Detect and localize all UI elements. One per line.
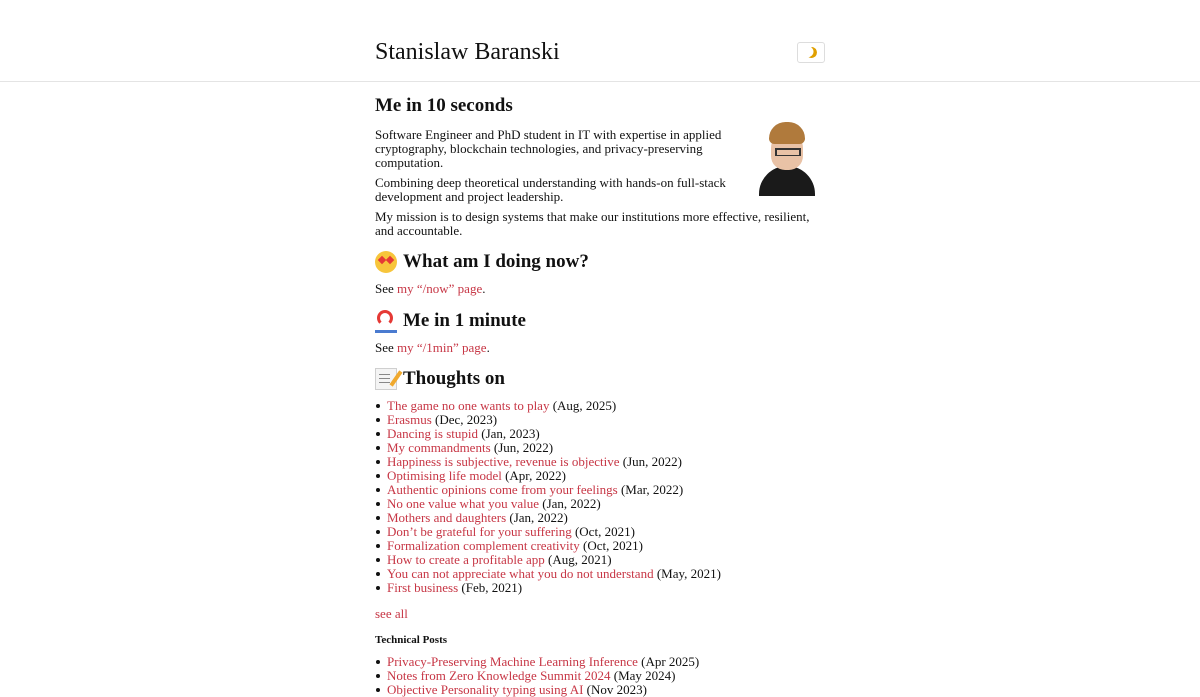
list-item: Privacy-Preserving Machine Learning Inference (Apr 2025) — [387, 655, 825, 669]
thought-link[interactable]: Dancing is stupid — [387, 426, 478, 441]
intro-paragraph-1: Software Engineer and PhD student in IT with expertise in applied cryptography, blockchain technologies, and privacy-preserving computation. — [375, 127, 722, 170]
technical-post-link[interactable]: Privacy-Preserving Machine Learning Inference — [387, 654, 638, 669]
thoughts-list — [375, 399, 825, 595]
list-item: Dancing is stupid (Jan, 2023) — [387, 427, 825, 441]
thought-link[interactable]: Authentic opinions come from your feelings — [387, 482, 618, 497]
main-content — [375, 94, 825, 697]
thought-link[interactable]: Erasmus — [387, 412, 432, 427]
intro-paragraph-2: Combining deep theoretical understanding with hands-on full-stack development and project leadership. — [375, 175, 726, 204]
thought-link[interactable]: How to create a profitable app — [387, 552, 545, 567]
site-title[interactable]: Stanislaw Baranski — [375, 39, 560, 65]
roller-coaster-icon — [375, 308, 397, 333]
minute-text: See my “/1min” page. — [375, 340, 490, 355]
thought-link[interactable]: No one value what you value — [387, 496, 539, 511]
thoughts-section — [375, 367, 825, 621]
list-item: Happiness is subjective, revenue is objective (Jun, 2022) — [387, 455, 825, 469]
list-item: Don’t be grateful for your suffering (Oct, 2021) — [387, 525, 825, 539]
list-item: First business (Feb, 2021) — [387, 581, 825, 595]
glasses-icon — [775, 148, 801, 156]
now-section — [375, 250, 825, 296]
minute-section — [375, 308, 825, 355]
see-all-link[interactable]: see all — [375, 606, 408, 621]
list-item: Erasmus (Dec, 2023) — [387, 413, 825, 427]
now-heading: What am I doing now? — [375, 250, 825, 274]
intro-heading: Me in 10 seconds — [375, 95, 513, 116]
thought-link[interactable]: Formalization complement creativity — [387, 538, 580, 553]
thoughts-heading: Thoughts on — [375, 367, 825, 391]
technical-posts-heading: Technical Posts — [375, 634, 448, 646]
theme-toggle-button[interactable] — [797, 42, 825, 63]
now-text: See my “/now” page. — [375, 281, 486, 296]
list-item: No one value what you value (Jan, 2022) — [387, 497, 825, 511]
thought-link[interactable]: Happiness is subjective, revenue is objective — [387, 454, 620, 469]
site-header — [0, 0, 1200, 82]
list-item: Mothers and daughters (Jan, 2022) — [387, 511, 825, 525]
list-item: Optimising life model (Apr, 2022) — [387, 469, 825, 483]
list-item: My commandments (Jun, 2022) — [387, 441, 825, 455]
thought-link[interactable]: You can not appreciate what you do not understand — [387, 566, 654, 581]
moon-icon — [804, 45, 818, 59]
now-page-link[interactable]: my “/now” page — [397, 281, 483, 296]
list-item: The game no one wants to play (Aug, 2025) — [387, 399, 825, 413]
thought-link[interactable]: First business — [387, 580, 459, 595]
avatar — [755, 122, 817, 196]
thought-link[interactable]: Mothers and daughters — [387, 510, 507, 525]
list-item: Formalization complement creativity (Oct, 2021) — [387, 539, 825, 553]
thought-link[interactable]: My commandments — [387, 440, 491, 455]
intro-paragraph-3: My mission is to design systems that make our institutions more effective, resilient, and accountable. — [375, 209, 810, 238]
list-item: You can not appreciate what you do not understand (May, 2021) — [387, 567, 825, 581]
list-item: Notes from Zero Knowledge Summit 2024 (May 2024) — [387, 669, 825, 683]
technical-post-link[interactable]: Notes from Zero Knowledge Summit 2024 — [387, 668, 611, 683]
1min-page-link[interactable]: my “/1min” page — [397, 340, 487, 355]
minute-heading: Me in 1 minute — [375, 308, 825, 333]
thought-link[interactable]: Optimising life model — [387, 468, 502, 483]
thought-link[interactable]: The game no one wants to play — [387, 398, 550, 413]
thought-link[interactable]: Don’t be grateful for your suffering — [387, 524, 572, 539]
list-item: How to create a profitable app (Aug, 2021) — [387, 553, 825, 567]
technical-posts-list — [375, 655, 825, 697]
memo-icon — [375, 368, 397, 390]
list-item: Authentic opinions come from your feelings (Mar, 2022) — [387, 483, 825, 497]
list-item: Objective Personality typing using AI (Nov 2023) — [387, 683, 825, 697]
technical-post-link[interactable]: Objective Personality typing using AI — [387, 682, 584, 697]
star-struck-icon — [375, 251, 397, 273]
intro-section — [375, 128, 825, 238]
